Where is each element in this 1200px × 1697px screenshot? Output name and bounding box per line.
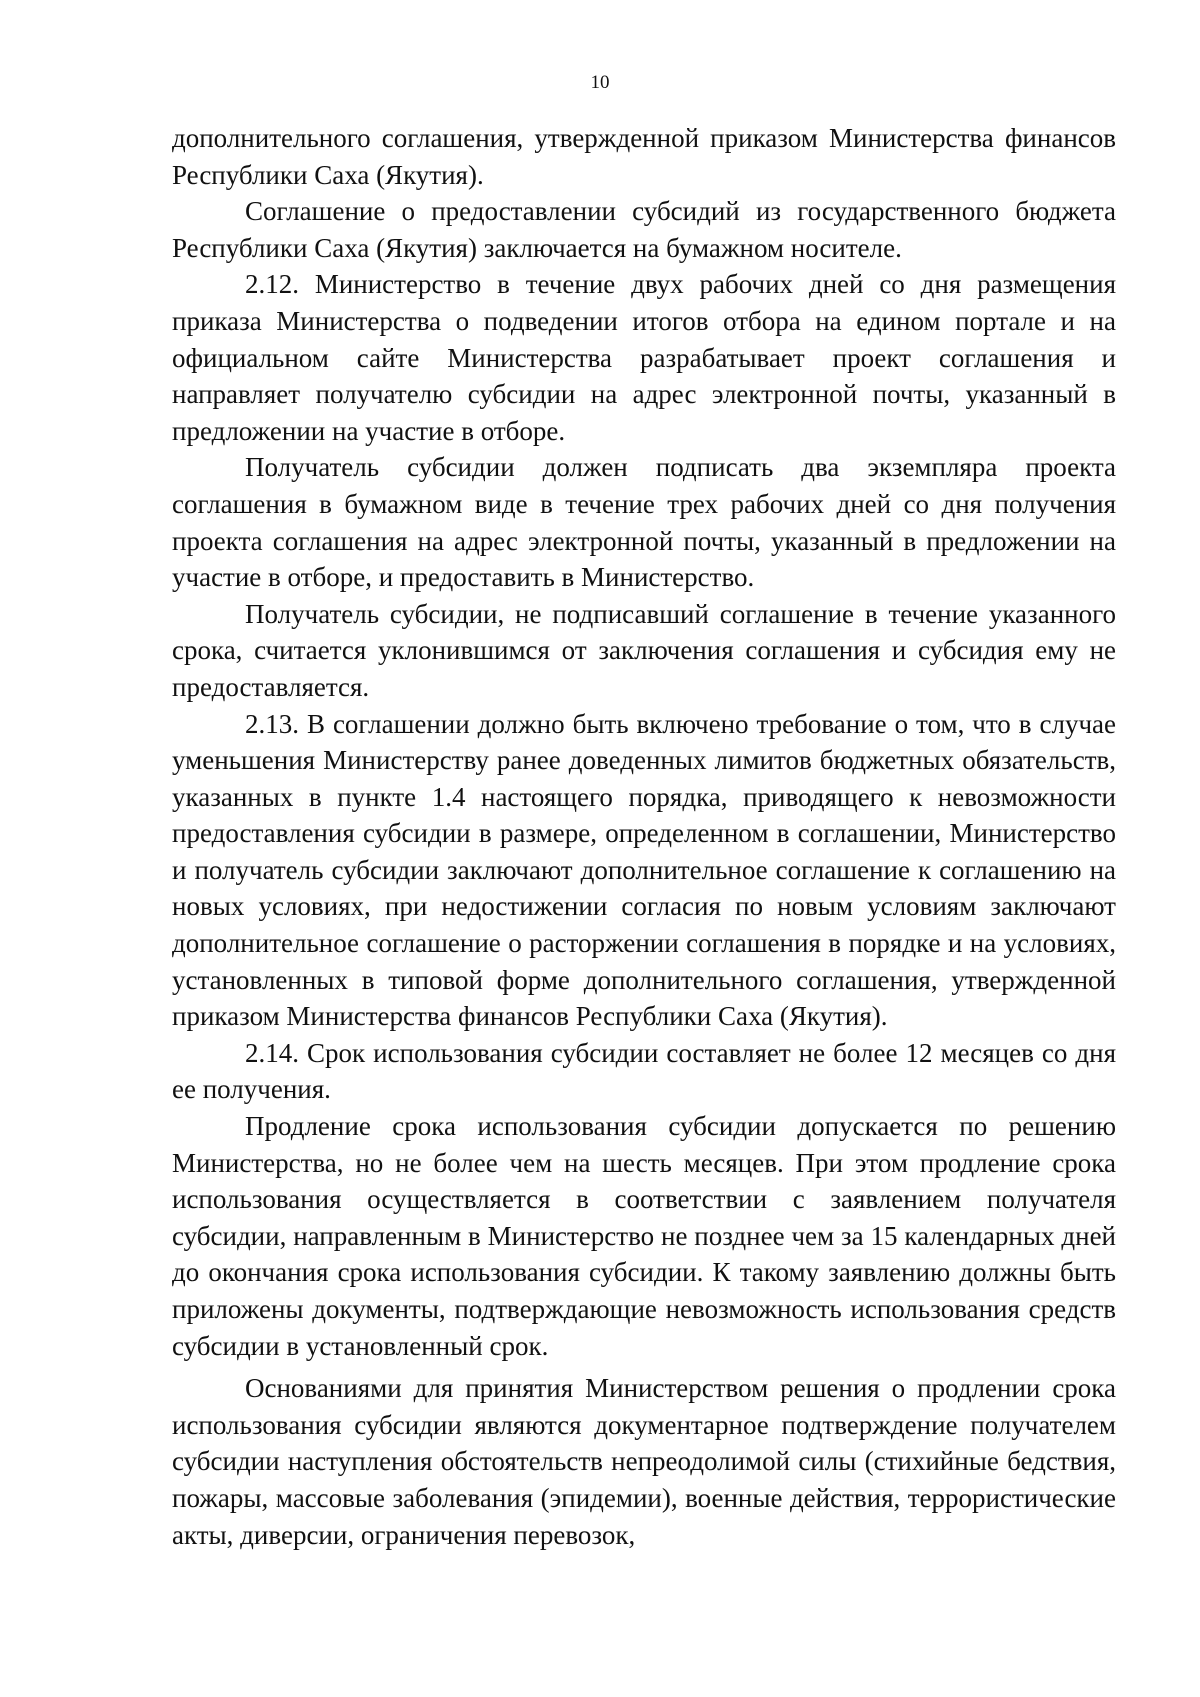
paragraph-2-14: 2.14. Срок использования субсидии составляет не более 12 месяцев со дня ее получения. xyxy=(172,1037,1116,1105)
paragraph-extension-grounds: Основаниями для принятия Министерством решения о продлении срока использования субсидии являются документарное подтверждение получателем субсидии наступления обстоятельств непреодолимой силы (стихийные бедствия, пожары, массовые заболевания (эпидемии), военные действия, террористические акты, диверсии, ограничения перевозок, xyxy=(172,1373,1116,1550)
paragraph-agreement-paper: Соглашение о предоставлении субсидий из государственного бюджета Республики Саха (Якутия) заключается на бумажном носителе. xyxy=(172,196,1116,263)
paragraph-recipient-evaded: Получатель субсидии, не подписавший соглашение в течение указанного срока, считается уклонившимся от заключения соглашения и субсидия ему не предоставляется. xyxy=(172,598,1116,702)
document-body xyxy=(172,120,1116,1553)
page-number: 10 xyxy=(590,72,610,93)
paragraph-extension: Продление срока использования субсидии допускается по решению Министерства, но не более чем на шесть месяцев. При этом продление срока использования осуществляется в соответствии с заявлением получателя субсидии, направленным в Министерство не позднее чем за 15 календарных дней до окончания срока использования субсидии. К такому заявлению должны быть приложены документы, подтверждающие невозможность использования средств субсидии в установленный срок. xyxy=(172,1111,1116,1361)
paragraph-2-13: 2.13. В соглашении должно быть включено требование о том, что в случае уменьшения Министерству ранее доведенных лимитов бюджетных обязательств, указанных в пункте 1.4 настоящего порядка, приводящего к невозможности предоставления субсидии в размере, определенном в соглашении, Министерство и получатель субсидии заключают дополнительное соглашение к соглашению на новых условиях, при недостижении согласия по новым условиям заключают дополнительное соглашение о расторжении соглашения в порядке и на условиях, установленных в типовой форме дополнительного соглашения, утвержденной приказом Министерства финансов Республики Саха (Якутия). xyxy=(172,708,1116,1032)
paragraph-recipient-sign: Получатель субсидии должен подписать два экземпляра проекта соглашения в бумажном виде в течение трех рабочих дней со дня получения проекта соглашения на адрес электронной почты, указанный в предложении на участие в отборе, и предоставить в Министерство. xyxy=(172,452,1116,593)
paragraph-2-12: 2.12. Министерство в течение двух рабочих дней со дня размещения приказа Министерства о подведении итогов отбора на едином портале и на официальном сайте Министерства разрабатывает проект соглашения и направляет получателю субсидии на адрес электронной почты, указанный в предложении на участие в отборе. xyxy=(172,269,1116,446)
paragraph-continuation: дополнительного соглашения, утвержденной приказом Министерства финансов Республики Саха (Якутия). xyxy=(172,123,1116,190)
